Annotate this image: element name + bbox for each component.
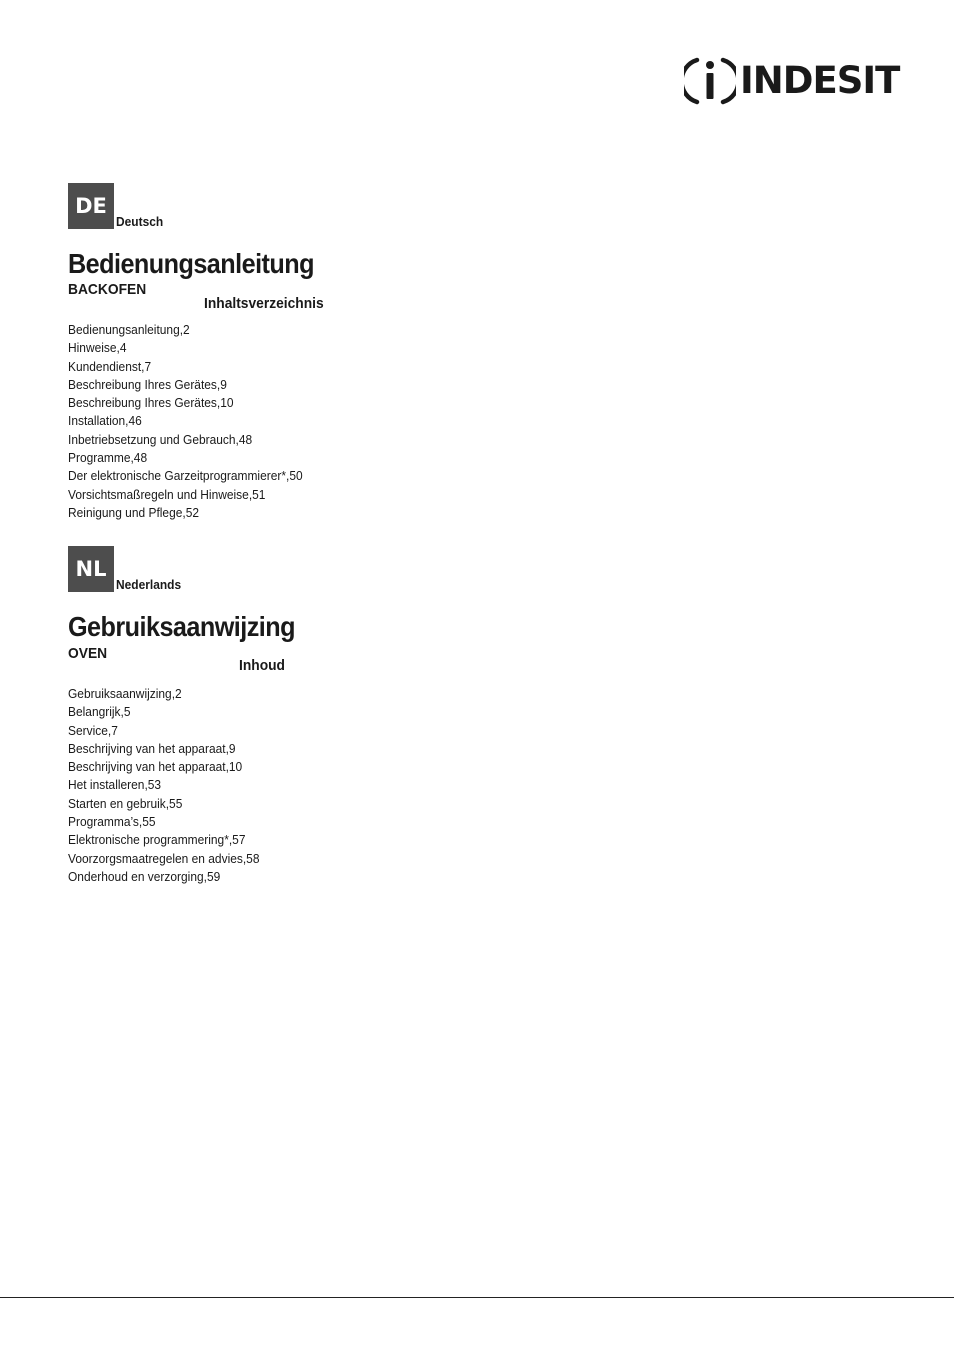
toc-heading: Inhaltsverzeichnis	[204, 295, 324, 312]
toc-item: Beschreibung Ihres Gerätes,10	[68, 395, 234, 411]
toc-item: Der elektronische Garzeitprogrammierer*,50	[68, 468, 303, 484]
toc-item: Starten en gebruik,55	[68, 795, 183, 811]
toc-item: Belangrijk,5	[68, 704, 131, 720]
language-header	[68, 546, 468, 592]
toc-item: Beschreibung Ihres Gerätes,9	[68, 376, 227, 392]
toc-item: Service,7	[68, 722, 118, 738]
language-header	[68, 183, 468, 229]
toc-item: Inbetriebsetzung und Gebrauch,48	[68, 431, 253, 447]
toc-item: Hinweise,4	[68, 340, 127, 356]
brand-logo	[684, 54, 900, 108]
section-nl	[68, 546, 468, 884]
brand-logo-mark-icon	[684, 54, 736, 108]
toc-heading: Inhoud	[239, 657, 285, 674]
toc-item: Het installeren,53	[68, 777, 162, 793]
toc-item: Beschrijving van het apparaat,10	[68, 759, 243, 775]
toc-list	[68, 685, 276, 886]
bottom-divider	[0, 1297, 954, 1298]
brand-name: INDESIT	[740, 59, 900, 102]
toc-item: Gebruiksaanwijzing,2	[68, 686, 182, 701]
toc-list	[68, 321, 323, 522]
toc-item: Onderhoud en verzorging,59	[68, 868, 221, 884]
product-subtitle: OVEN	[68, 645, 108, 662]
language-badge: DE	[68, 183, 114, 229]
manual-title: Bedienungsanleitung	[68, 248, 314, 279]
product-subtitle: BACKOFEN	[68, 281, 147, 298]
toc-item: Vorsichtsmaßregeln und Hinweise,51	[68, 486, 266, 502]
toc-item: Voorzorgsmaatregelen en advies,58	[68, 850, 260, 866]
toc-item: Beschrijving van het apparaat,9	[68, 740, 236, 756]
manual-title: Gebruiksaanwijzing	[68, 611, 295, 642]
language-name: Deutsch	[116, 214, 164, 229]
toc-item: Bedienungsanleitung,2	[68, 322, 190, 337]
toc-item: Reinigung und Pflege,52	[68, 504, 199, 520]
toc-item: Elektronische programmering*,57	[68, 832, 246, 848]
toc-item: Installation,46	[68, 413, 142, 429]
section-de	[68, 183, 468, 520]
language-name: Nederlands	[116, 577, 182, 592]
toc-item: Programma’s,55	[68, 814, 156, 830]
language-badge: NL	[68, 546, 114, 592]
toc-item: Programme,48	[68, 450, 148, 466]
toc-item: Kundendienst,7	[68, 358, 152, 374]
